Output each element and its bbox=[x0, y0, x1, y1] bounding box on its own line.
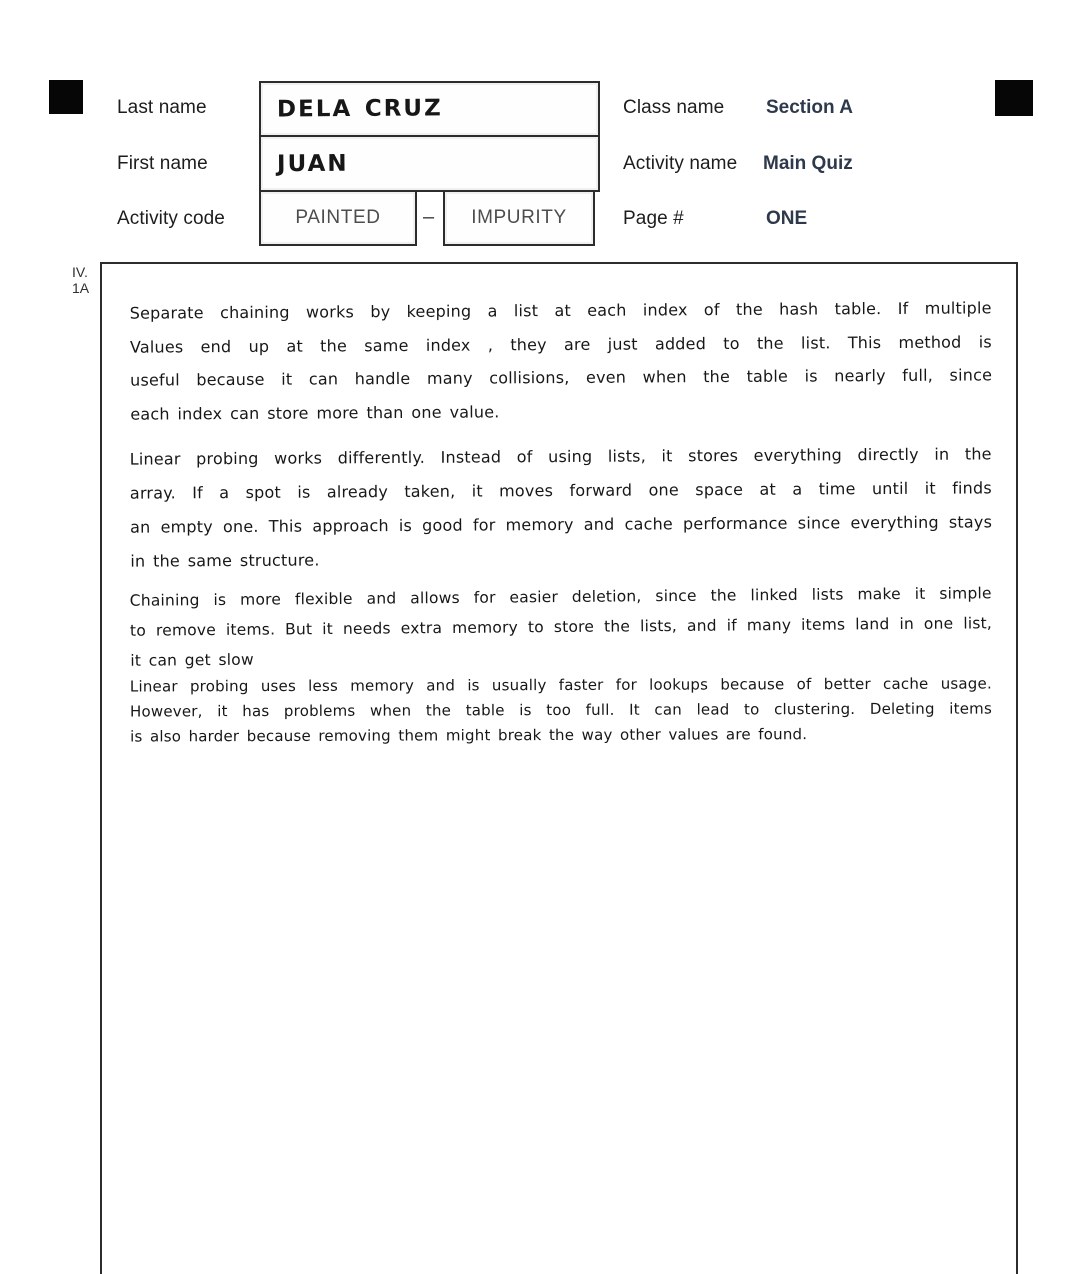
question-section-label bbox=[72, 264, 89, 296]
class-name-label: Class name bbox=[623, 97, 725, 118]
handwritten-line: an empty one. This approach is good for memory and cache performance since everything stays bbox=[130, 512, 993, 537]
handwritten-line: Chaining is more flexible and allows for easier deletion, since the linked lists make it simple bbox=[129, 584, 992, 610]
handwritten-line: in the same structure. bbox=[130, 550, 320, 571]
registration-mark-top-left bbox=[49, 80, 83, 114]
handwritten-line: Values end up at the same index , they are just added to the list. This method is bbox=[129, 331, 992, 357]
handwritten-line: Linear probing uses less memory and is usually faster for lookups because of better cache usage. bbox=[129, 674, 992, 696]
activity-code-part1-value: PAINTED bbox=[295, 207, 381, 228]
handwritten-line: array. If a spot is already taken, it moves forward one space at a time until it finds bbox=[129, 478, 992, 503]
first-name-handwritten-value: JUAN bbox=[276, 150, 349, 177]
activity-code-separator: – bbox=[423, 206, 435, 228]
page-number-label: Page # bbox=[623, 208, 684, 229]
activity-name-label: Activity name bbox=[623, 153, 738, 174]
handwritten-line: Separate chaining works by keeping a list at each index of the hash table. If multiple bbox=[129, 298, 992, 323]
activity-code-field-part2 bbox=[443, 190, 595, 246]
last-name-label: Last name bbox=[117, 97, 207, 118]
activity-code-field-part1 bbox=[259, 190, 417, 246]
first-name-label: First name bbox=[117, 153, 208, 174]
last-name-handwritten-value: DELA CRUZ bbox=[276, 95, 443, 123]
answer-paragraph-separate-chaining bbox=[130, 291, 993, 430]
last-name-field bbox=[259, 81, 600, 137]
handwritten-line: useful because it can handle many collisions, even when the table is nearly full, since bbox=[130, 365, 993, 390]
first-name-field bbox=[259, 135, 600, 192]
answer-paragraph-linear-probing bbox=[130, 437, 993, 578]
handwritten-line: it can get slow bbox=[130, 650, 254, 670]
registration-mark-top-right bbox=[995, 80, 1033, 116]
handwritten-line: to remove items. But it needs extra memory to store the lists, and if many items land in one list, bbox=[129, 614, 993, 640]
answer-writing-box bbox=[100, 262, 1018, 1274]
handwritten-line: Linear probing works differently. Instead of using lists, it stores everything directly in the bbox=[129, 444, 992, 469]
page-number-value: ONE bbox=[766, 208, 808, 229]
question-section-label-roman: IV. bbox=[72, 264, 88, 280]
activity-name-value: Main Quiz bbox=[763, 153, 853, 174]
answer-paragraph-chaining-tradeoffs bbox=[130, 578, 993, 676]
class-name-value: Section A bbox=[766, 97, 853, 118]
question-section-label-item: 1A bbox=[72, 280, 90, 297]
activity-code-label: Activity code bbox=[117, 208, 225, 229]
handwritten-line: However, it has problems when the table is too full. It can lead to clustering. Deleting items bbox=[129, 699, 993, 721]
answer-paragraph-probing-tradeoffs bbox=[130, 671, 992, 749]
activity-code-part2-value: IMPURITY bbox=[471, 207, 567, 228]
handwritten-line: is also harder because removing them might break the way other values are found. bbox=[130, 725, 808, 746]
handwritten-line: each index can store more than one value. bbox=[130, 401, 500, 424]
